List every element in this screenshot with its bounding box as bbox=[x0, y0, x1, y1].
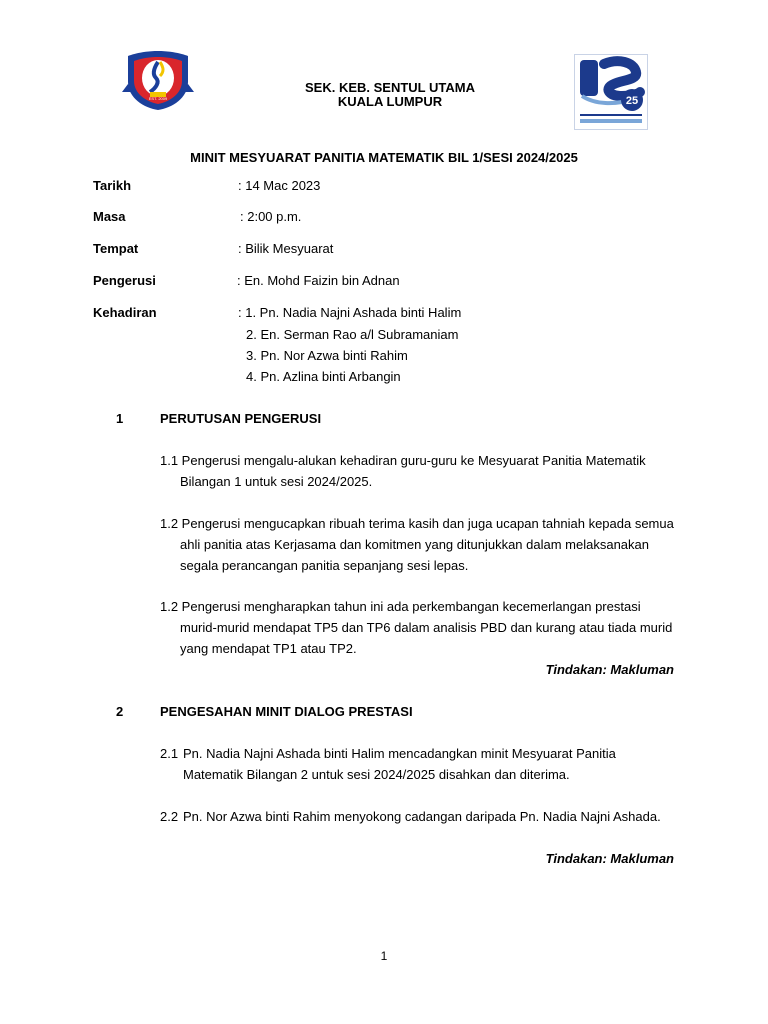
section-1-action: Tindakan: Makluman bbox=[545, 662, 674, 677]
section-2-item-1-number: 2.1 bbox=[160, 746, 179, 761]
section-2-item-2-line: Pn. Nor Azwa binti Rahim menyokong cadangan daripada Pn. Nadia Najni Ashada. bbox=[183, 809, 661, 824]
kehadiran-label: Kehadiran bbox=[93, 305, 157, 320]
page-number: 1 bbox=[380, 949, 388, 963]
masa-label: Masa bbox=[93, 209, 126, 224]
section-1-item-2-line: ahli panitia atas Kerjasama dan komitmen yang ditunjukkan dalam melaksanakan bbox=[180, 537, 649, 552]
section-1-item-2-line: 1.2 Pengerusi mengucapkan ribuah terima kasih dan juga ucapan tahniah kepada semua bbox=[160, 516, 674, 531]
kehadiran-item: 4. Pn. Azlina binti Arbangin bbox=[246, 369, 401, 384]
section-2-number: 2 bbox=[116, 704, 124, 719]
program-logo bbox=[574, 54, 648, 130]
logo-number: 25 bbox=[625, 95, 639, 107]
section-1-heading: PERUTUSAN PENGERUSI bbox=[160, 411, 322, 426]
section-1-item-1-line: 1.1 Pengerusi mengalu-alukan kehadiran guru-guru ke Mesyuarat Panitia Matematik bbox=[160, 453, 646, 468]
section-2-item-1-line: Matematik Bilangan 2 untuk sesi 2024/2025 disahkan dan diterima. bbox=[183, 767, 570, 782]
tarikh-label: Tarikh bbox=[93, 178, 132, 193]
section-2-heading: PENGESAHAN MINIT DIALOG PRESTASI bbox=[160, 704, 413, 719]
section-1-item-1-line: Bilangan 1 untuk sesi 2024/2025. bbox=[180, 474, 373, 489]
school-name: SEK. KEB. SENTUL UTAMA bbox=[305, 80, 475, 95]
section-1-number: 1 bbox=[116, 411, 124, 426]
tempat-label: Tempat bbox=[93, 241, 139, 256]
section-1-item-3-line: yang mendapat TP1 atau TP2. bbox=[180, 641, 357, 656]
tarikh-value: : 14 Mac 2023 bbox=[238, 178, 321, 193]
pengerusi-label: Pengerusi bbox=[93, 273, 156, 288]
section-2-item-2-number: 2.2 bbox=[160, 809, 179, 824]
section-2-item-1-line: Pn. Nadia Najni Ashada binti Halim mencadangkan minit Mesyuarat Panitia bbox=[183, 746, 616, 761]
kehadiran-item: : 1. Pn. Nadia Najni Ashada binti Halim bbox=[238, 305, 462, 320]
school-city: KUALA LUMPUR bbox=[337, 94, 443, 109]
section-2-action: Tindakan: Makluman bbox=[545, 851, 674, 866]
tempat-value: : Bilik Mesyuarat bbox=[238, 241, 334, 256]
pengerusi-value: : En. Mohd Faizin bin Adnan bbox=[237, 273, 400, 288]
section-1-item-3-line: murid-murid mendapat TP5 dan TP6 dalam analisis PBD dan kurang atau tiada murid bbox=[180, 620, 673, 635]
masa-value: : 2:00 p.m. bbox=[240, 209, 302, 224]
section-1-item-3-line: 1.2 Pengerusi mengharapkan tahun ini ada perkembangan kecemerlangan prestasi bbox=[160, 599, 641, 614]
document-title: MINIT MESYUARAT PANITIA MATEMATIK BIL 1/SESI 2024/2025 bbox=[190, 150, 578, 165]
kehadiran-item: 2. En. Serman Rao a/l Subramaniam bbox=[246, 327, 459, 342]
kehadiran-item: 3. Pn. Nor Azwa binti Rahim bbox=[246, 348, 408, 363]
school-crest-logo bbox=[120, 48, 196, 112]
section-1-item-2-line: segala perancangan panitia sepanjang sesi lepas. bbox=[180, 558, 469, 573]
crest-year-text: EST. 2009 bbox=[148, 96, 168, 101]
